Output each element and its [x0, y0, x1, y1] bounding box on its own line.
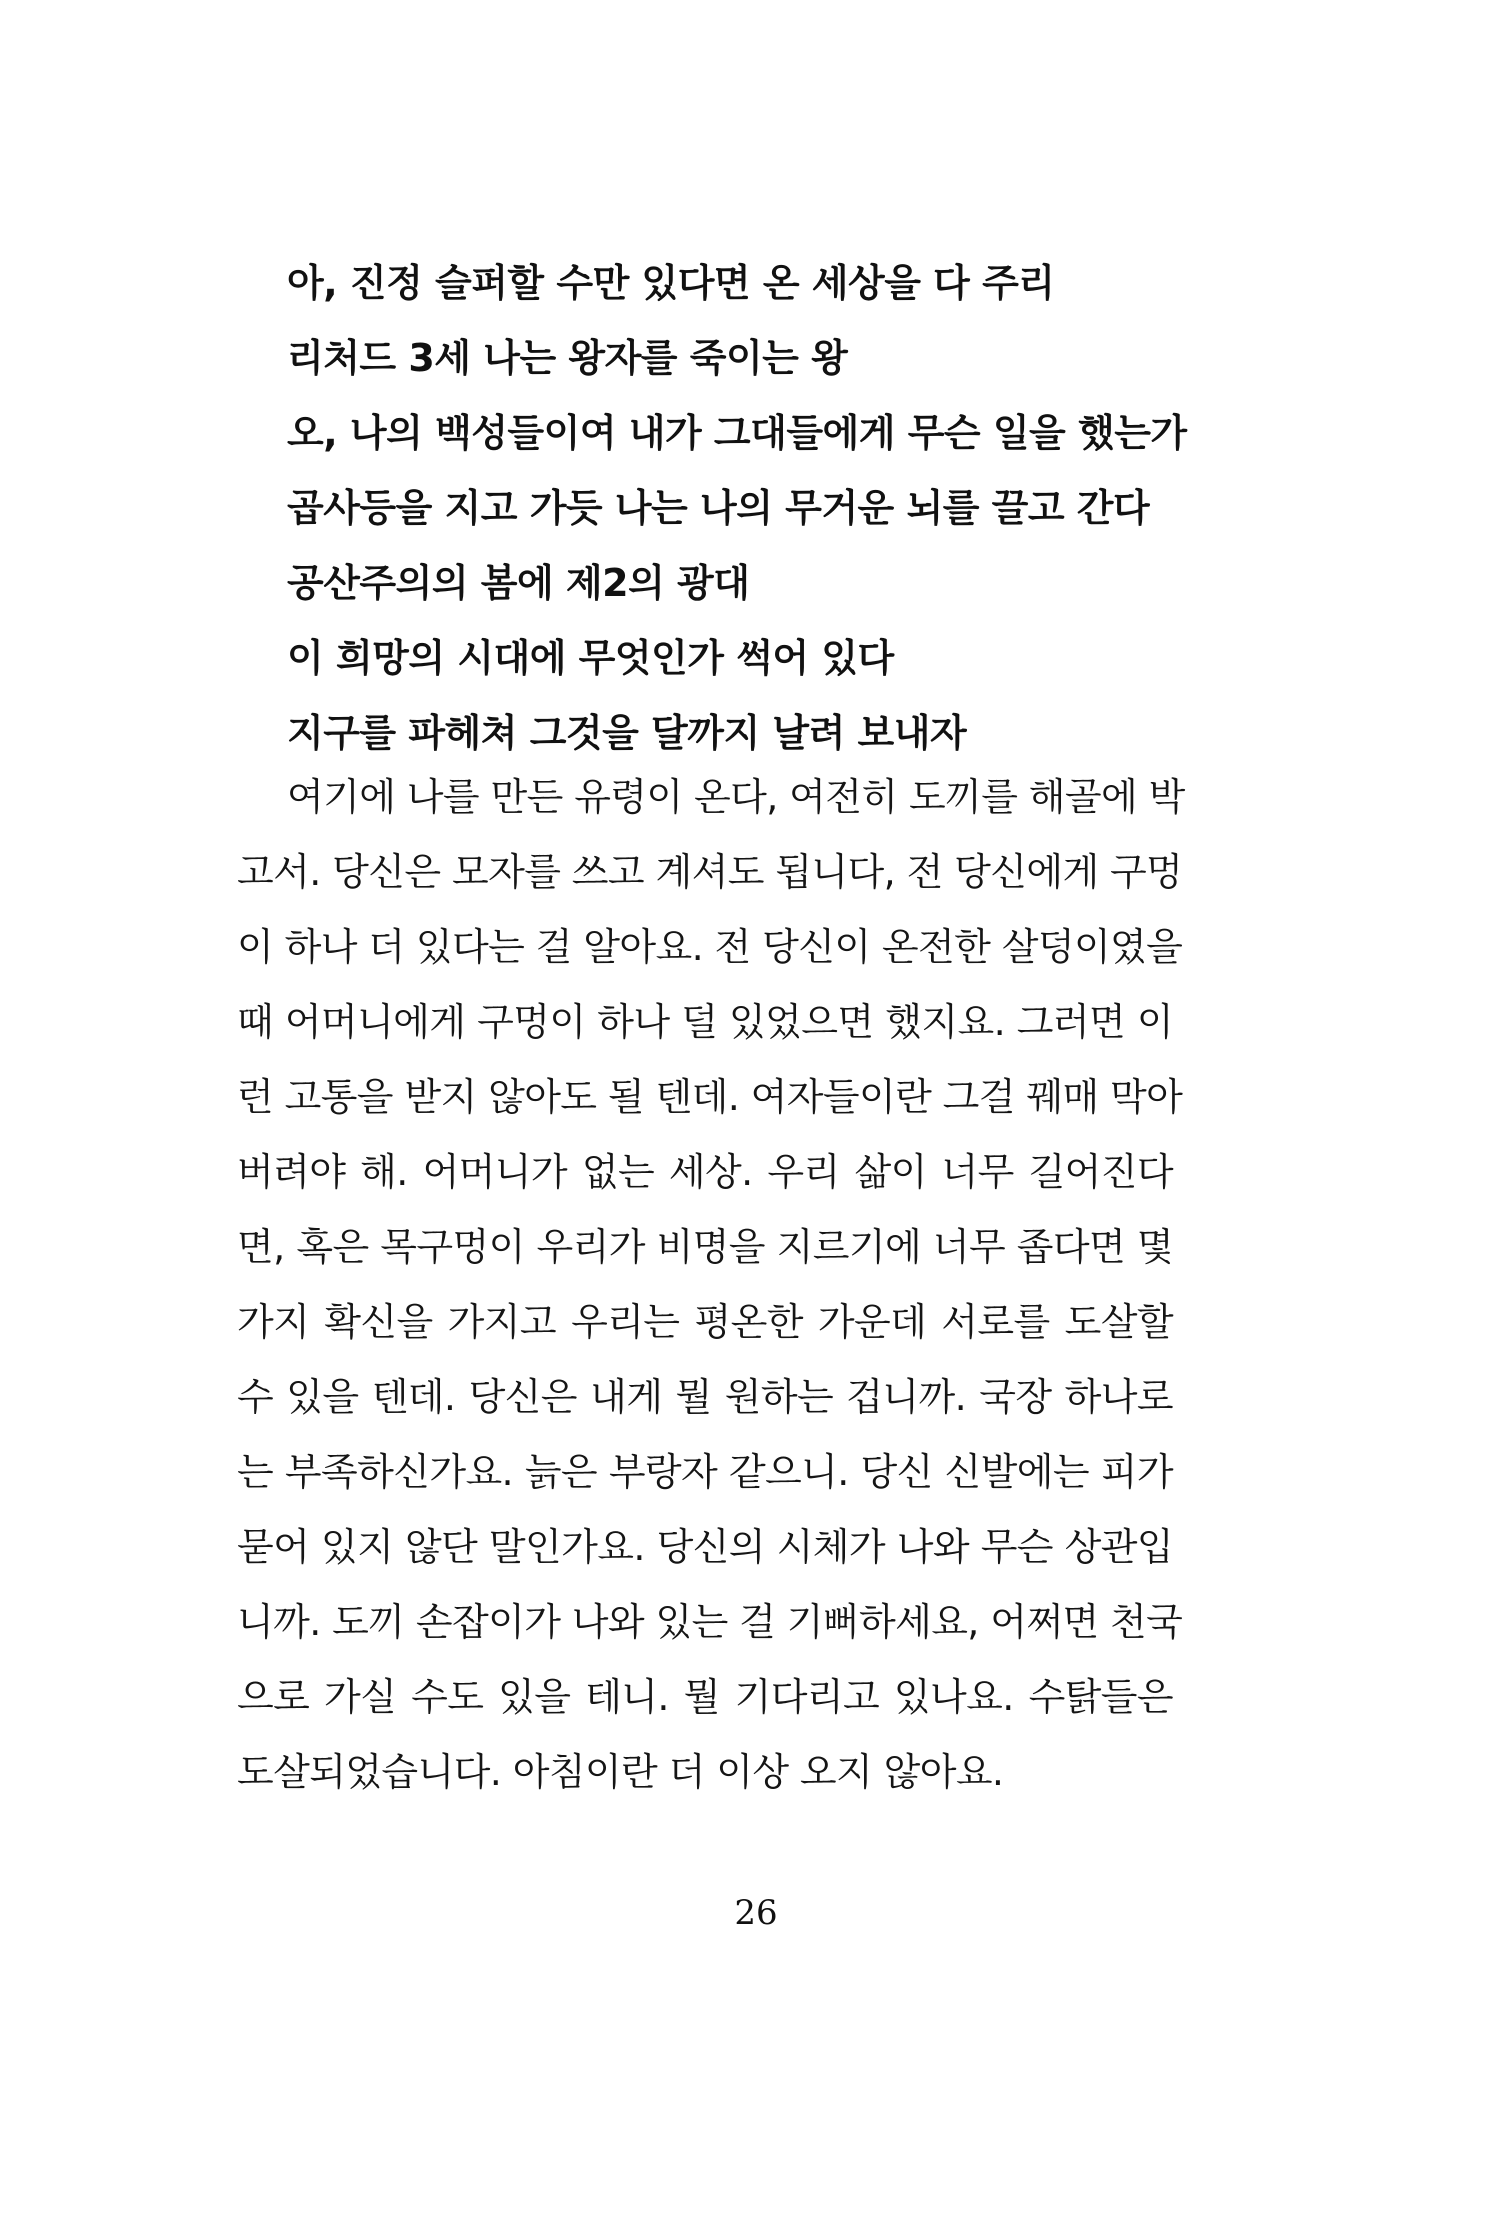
verse-line: 오, 나의 백성들이여 내가 그대들에게 무슨 일을 했는가 — [287, 411, 1187, 455]
prose-line: 니까. 도끼 손잡이가 나와 있는 걸 기뻐하세요, 어쩌면 천국 — [237, 1600, 1183, 1644]
page-number: 26 — [734, 1893, 778, 1933]
prose-line: 때 어머니에게 구멍이 하나 덜 있었으면 했지요. 그러면 이 — [237, 1000, 1173, 1044]
verse-line: 이 희망의 시대에 무엇인가 썩어 있다 — [287, 636, 894, 680]
verse-line: 공산주의의 봄에 제2의 광대 — [287, 561, 750, 605]
prose-line: 런 고통을 받지 않아도 될 텐데. 여자들이란 그걸 꿰매 막아 — [237, 1075, 1183, 1119]
prose-line: 가지 확신을 가지고 우리는 평온한 가운데 서로를 도살할 — [237, 1300, 1173, 1344]
prose-paragraph — [237, 760, 1185, 1810]
prose-line: 도살되었습니다. 아침이란 더 이상 오지 않아요. — [237, 1750, 1004, 1794]
prose-line: 버려야 해. 어머니가 없는 세상. 우리 삶이 너무 길어진다 — [237, 1150, 1173, 1194]
verse-line: 리처드 3세 나는 왕자를 죽이는 왕 — [287, 336, 848, 380]
prose-line: 고서. 당신은 모자를 쓰고 계셔도 됩니다, 전 당신에게 구멍 — [237, 850, 1183, 894]
verse-block — [287, 246, 1207, 771]
prose-line: 이 하나 더 있다는 걸 알아요. 전 당신이 온전한 살덩이였을 — [237, 925, 1183, 969]
prose-line: 면, 혹은 목구멍이 우리가 비명을 지르기에 너무 좁다면 몇 — [237, 1225, 1173, 1269]
verse-line: 지구를 파헤쳐 그것을 달까지 날려 보내자 — [287, 711, 967, 755]
prose-line: 여기에 나를 만든 유령이 온다, 여전히 도끼를 해골에 박 — [287, 775, 1185, 819]
prose-line: 수 있을 텐데. 당신은 내게 뭘 원하는 겁니까. 국장 하나로 — [237, 1375, 1173, 1419]
verse-line: 곱사등을 지고 가듯 나는 나의 무거운 뇌를 끌고 간다 — [287, 486, 1150, 530]
prose-line: 으로 가실 수도 있을 테니. 뭘 기다리고 있나요. 수탉들은 — [237, 1675, 1173, 1719]
verse-line: 아, 진정 슬퍼할 수만 있다면 온 세상을 다 주리 — [287, 261, 1055, 305]
prose-line: 는 부족하신가요. 늙은 부랑자 같으니. 당신 신발에는 피가 — [237, 1450, 1173, 1494]
prose-line: 묻어 있지 않단 말인가요. 당신의 시체가 나와 무슨 상관입 — [237, 1525, 1173, 1569]
